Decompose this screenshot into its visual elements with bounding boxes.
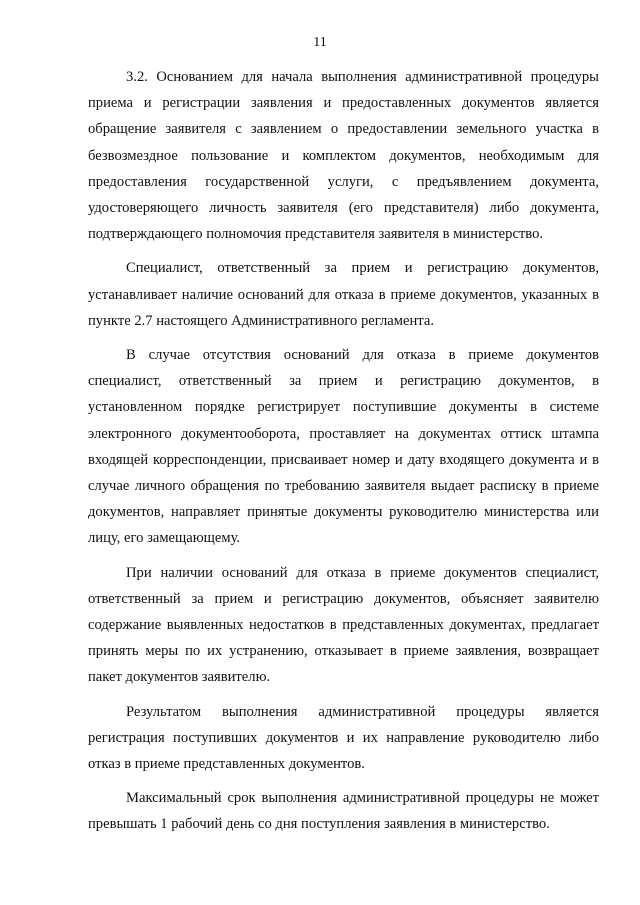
paragraph-refusal: При наличии оснований для отказа в приеме документов специалист, ответственный за прием и регистрацию документов, объясняет заявителю содержание выявленных недостатков в представленных документах, предлагает принять меры по их устранению, отказывает в приеме заявления, возвращает пакет документов заявителю. — [88, 564, 599, 686]
document-body — [88, 64, 599, 846]
paragraph-result: Результатом выполнения административной процедуры является регистрация поступивших документов и их направление руководителю либо отказ в приеме представленных документов. — [88, 703, 599, 773]
paragraph-max-term: Максимальный срок выполнения административной процедуры не может превышать 1 рабочий день со дня поступления заявления в министерство. — [88, 790, 599, 833]
paragraph-registration: В случае отсутствия оснований для отказа в приеме документов специалист, ответственный за прием и регистрацию документов, в установленном порядке регистрирует поступившие документы в системе электронного документооборота, проставляет на документах оттиск штампа входящей корреспонденции, присваивает номер и дату входящего документа и в случае личного обращения по требованию заявителя выдает расписку в приеме документов, направляет принятые документы руководителю министерства или лицу, его замещающему. — [88, 347, 599, 547]
paragraph-basis: 3.2. Основанием для начала выполнения административной процедуры приема и регистрации заявления и предоставленных документов является обращение заявителя с заявлением о предоставлении земельного участка в безвозмездное пользование и комплектом документов, необходимым для предоставления государственной услуги, с предъявлением документа, удостоверяющего личность заявителя (его представителя) либо документа, подтверждающего полномочия представителя заявителя в министерство. — [88, 69, 599, 243]
page-number: 11 — [313, 35, 327, 50]
paragraph-specialist-check: Специалист, ответственный за прием и регистрацию документов, устанавливает наличие оснований для отказа в приеме документов, указанных в пункте 2.7 настоящего Административного регламента. — [88, 260, 599, 329]
